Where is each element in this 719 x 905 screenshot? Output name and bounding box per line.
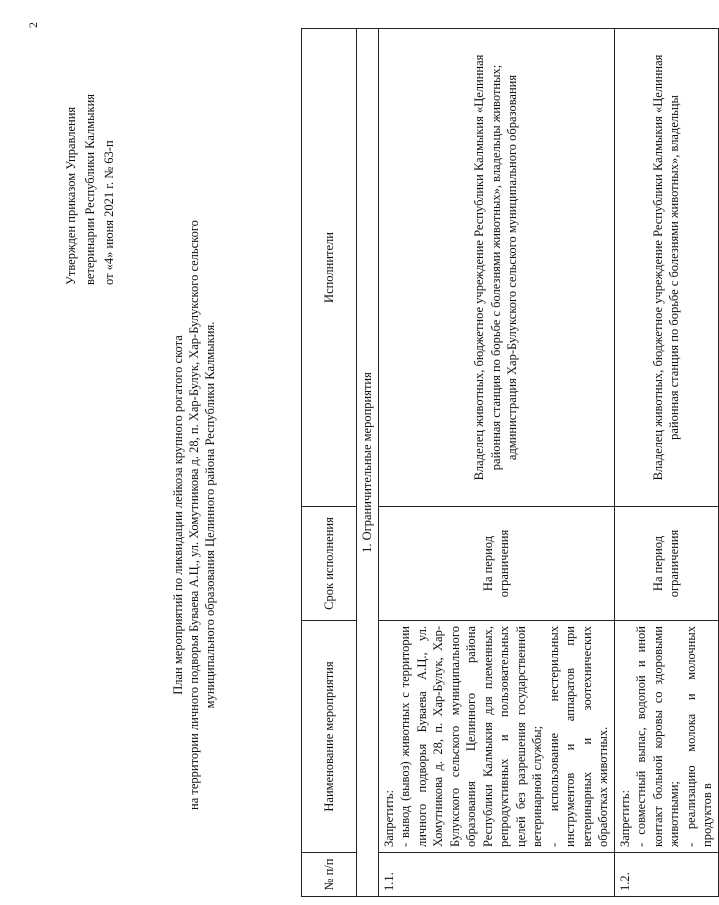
title-line: План мероприятий по ликвидации лейкоза крупного рогатого скота — [171, 335, 185, 695]
header-measure: Наименование мероприятия — [302, 621, 357, 853]
title-line: на территории личного подворья Буваева А.Ц., ул. Хомутникова д. 28, п. Хар-Булук, Хар-Булукского сельского — [187, 220, 201, 810]
row-executors: Владелец животных, бюджетное учреждение Республики Калмыкия «Целинная районная станция по борьбе с болезнями животных», владельцы — [614, 29, 718, 507]
table-row — [378, 29, 614, 897]
row-measure: Запретить: - вывод (вывоз) животных с территории личного подворья Буваева А.Ц., ул. Хомутникова д. 28, п. Хар-Булук, Хар-Булукского сельского муниципального образования Целинного района Республики Калмыкия для племенных, репродуктивных и пользовательных целей без разрешения государственной ветеринарной службы; - использование нестерильных инструментов и аппаратов при ветеринарных и зоотехнических обработках животных. — [378, 621, 614, 853]
table-header-row — [302, 29, 357, 897]
row-term: На период ограничения — [378, 507, 614, 621]
header-num: № п/п — [302, 853, 357, 897]
measures-table — [301, 28, 719, 897]
header-executors: Исполнители — [302, 29, 357, 507]
approval-stamp — [62, 25, 119, 285]
section-row — [357, 29, 379, 897]
section-title: 1. Ограничительные мероприятия — [357, 29, 379, 897]
row-term: На период ограничения — [614, 507, 718, 621]
approval-line: от «4» июня 2021 г. № 63-п — [102, 140, 116, 285]
table-row — [614, 29, 718, 897]
header-term: Срок исполнения — [302, 507, 357, 621]
page-number: 2 — [26, 22, 40, 28]
row-number: 1.2. — [614, 853, 718, 897]
document-title — [170, 155, 218, 875]
title-line: муниципального образования Целинного района Республики Калмыкия. — [203, 321, 217, 709]
approval-line: Утвержден приказом Управления — [64, 106, 78, 285]
row-executors: Владелец животных, бюджетное учреждение Республики Калмыкия «Целинная районная станция по борьбе с болезнями животных», владельцы животных; администрация Хар-Булукского сельского муниципального образования — [378, 29, 614, 507]
approval-line: ветеринарии Республики Калмыкия — [83, 93, 97, 285]
row-number: 1.1. — [378, 853, 614, 897]
row-measure: Запретить: - совместный выпас, водопой и иной контакт больной коровы со здоровыми животными; - реализацию молока и молочных продуктов в — [614, 621, 718, 853]
